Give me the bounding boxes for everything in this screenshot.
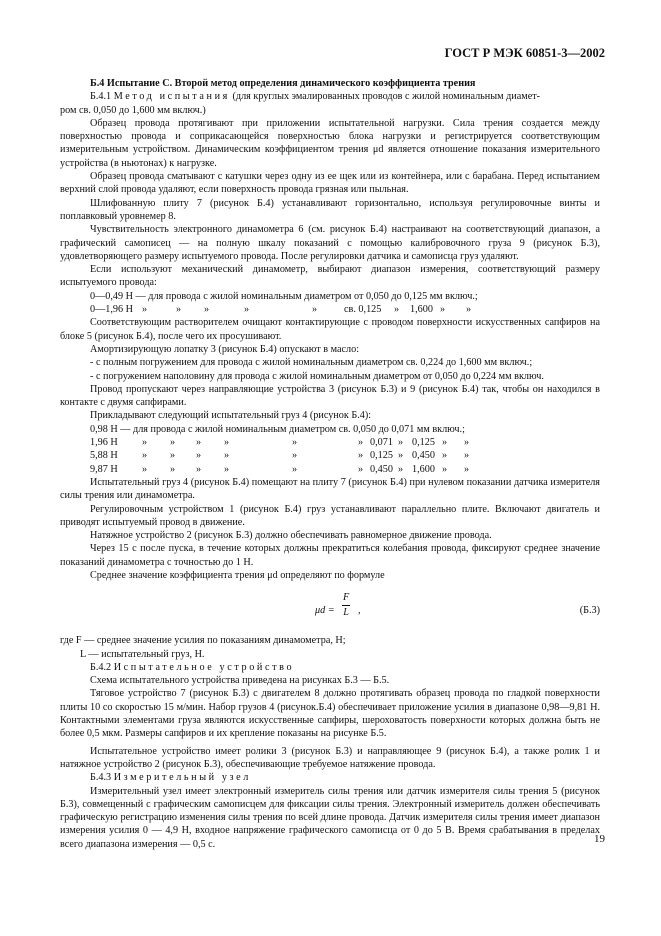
ditto-mark: » [464,450,470,462]
ditto-mark: » [176,304,182,316]
ditto-mark: » [358,437,364,449]
paragraph: Амортизирующую лопатку 3 (рисунок Б.4) опускают в масло: [90,343,360,355]
load-to: 0,450 [412,450,435,462]
page-number: 19 [594,833,605,845]
ditto-mark: » [312,304,318,316]
formula-denominator: L [343,606,349,618]
paragraph: Испытательное устройство имеет ролики 3 (рисунок Б.3) и направляющее 9 (рисунок Б.4), а также ролик 1 и натяжное устройство 2 (рисунок Б.3), обеспечивающие требуемое натяжение провода. [60,745,600,770]
formula [60,588,600,632]
ditto-mark: » [224,463,230,475]
section-title: Б.4 Испытание С. Второй метод определения динамического коэффициента трения [90,78,476,89]
ditto-mark: » [204,304,210,316]
list-item: - с погружением наполовину для провода с жилой номинальным диаметром от 0,050 до 0,224 мм включ. [90,370,544,382]
paragraph: Регулировочным устройством 1 (рисунок Б.4) груз устанавливают параллельно плите. Включают двигатель и приводят испытуемый провод в движение. [60,503,600,528]
section-rest: (для круглых эмалированных проводов с жилой номинальным диамет- [229,91,541,103]
formula-comma: , [358,605,361,617]
ditto-mark: » [442,437,448,449]
ditto-mark: » [466,304,472,316]
load-to: 1,600 [412,463,435,475]
page-header: ГОСТ Р МЭК 60851-3—2002 [444,46,605,60]
section-heading: Испытательное устройство [113,661,295,673]
subsection-b42 [60,661,600,674]
ditto-mark: » [244,304,250,316]
paragraph: Измерительный узел имеет электронный измеритель силы трения или датчик измерителя силы трения 5 (рисунок Б.3), совмещенный с графическим самописцем для фиксации силы трения. Электронный измеритель должен обеспечивать графическую регистрацию изменения силы трения по всей длине провода. Датчик измерителя силы трения имеет диапазон измерения усилия 0 — 4,9 Н, входное напряжение графического самописца от 0 до 5 В. Время срабатывания в пределах всего диапазона измерения — 0,5 с. [60,785,600,850]
ditto-mark: » [442,450,448,462]
load-line-ditto [60,449,600,462]
formula-numerator: F [342,591,350,605]
ditto-mark: » [464,463,470,475]
range-line: 0—0,49 Н — для провода с жилой номинальным диаметром от 0,050 до 0,125 мм включ.; [90,290,478,302]
ditto-mark: » [170,437,176,449]
load-value: 5,88 Н [90,450,118,462]
load-line: 0,98 Н — для провода с жилой номинальным диаметром св. 0,050 до 0,071 мм включ.; [90,423,465,435]
paragraph: Тяговое устройство 7 (рисунок Б.3) с двигателем 8 должно протягивать образец провода по гладкой поверхности плиты 10 со скоростью 15 м/мин. Набор грузов 4 (рисунок.Б.4) обеспечивает приложение усилия в диапазоне 0,98—9,81 Н. Контактными элементами груза являются искусственные сапфиры, шероховатость поверхности которых должна быть не более 0,5 мкм. Размеры сапфиров и их крепление показаны на рисунке Б.5. [60,688,600,740]
paragraph: Шлифованную плиту 7 (рисунок Б.4) устанавливают горизонтально, используя регулировочные винты и поплавковый уровнемер 8. [60,197,600,222]
load-from: 0,450 [370,463,393,475]
ditto-mark: » [292,463,298,475]
list-item: - с полным погружением для провода с жилой номинальным диаметром св. 0,224 до 1,600 мм включ.; [90,357,533,369]
load-value: 1,96 Н [90,437,118,449]
formula-fraction [342,591,350,619]
ditto-mark: » [196,450,202,462]
paragraph: Провод пропускают через направляющие устройства 3 (рисунок Б.3) и 9 (рисунок Б.4) так, чтобы он находился в контакте с двумя сапфирами. [60,383,600,409]
subsection-b41 [60,90,600,103]
ditto-mark: » [358,463,364,475]
ditto-mark: » [196,463,202,475]
paragraph: Испытательный груз 4 (рисунок Б.4) помещают на плиту 7 (рисунок Б.4) при нулевом показании датчика измерителя силы трения или динамометра. [60,476,600,502]
section-number: Б.4.2 [90,661,112,673]
paragraph: Образец провода сматывают с катушки через одну из ее щек или из контейнера, или с барабана. Перед испытанием верхний слой провода удаляют, если поверхность провода грязная или пыльная. [60,171,600,196]
paragraph: Если используют механический динамометр, выбирают диапазон измерения, соответствующий размеру испытуемого провода: [60,264,600,289]
ditto-mark: » [170,450,176,462]
paragraph: Соответствующим растворителем очищают контактирующие с проводом поверхности искусственных сапфиров на блоке 5 (рисунок Б.4), после чего их просушивают. [60,317,600,342]
ditto-mark: » [224,450,230,462]
paragraph: Прикладывают следующий испытательный груз 4 (рисунок Б.4): [90,410,372,422]
where-line: L — испытательный груз, Н. [80,648,205,660]
paragraph: ром св. 0,050 до 1,600 мм включ.) [60,104,206,116]
where-line: где F — среднее значение усилия по показаниям динамометра, Н; [60,635,346,647]
load-from: 0,071 [370,437,393,449]
paragraph: Через 15 с после пуска, в течение которых должны прекратиться колебания провода, фиксируют среднее значение показаний динамометра с точностью до 1 Н. [60,543,600,568]
ditto-mark: » [142,437,148,449]
paragraph: Образец провода протягивают при приложении испытательной нагрузки. Сила трения создается между поверхностью провода и соприкасающейся поверхностью блока нагрузки и регистрируется соответствующим измерительным устройством. Динамическим коэффициентом трения μd является отношение показания измерительного устройства (в ньютонах) к нагрузке. [60,117,600,169]
section-number: Б.4.1 [90,91,112,103]
range-to: 1,600 [410,304,433,316]
ditto-mark: » [440,304,446,316]
ditto-mark: » [398,450,404,462]
load-from: 0,125 [370,450,393,462]
paragraph: Схема испытательного устройства приведена на рисунках Б.3 — Б.5. [90,675,390,687]
ditto-mark: » [170,463,176,475]
ditto-mark: » [464,437,470,449]
formula-number: (Б.3) [579,605,600,617]
ditto-mark: » [142,450,148,462]
subsection-b43 [60,771,600,784]
ditto-mark: » [142,463,148,475]
load-line-ditto [60,436,600,449]
load-to: 0,125 [412,437,435,449]
ditto-mark: » [398,437,404,449]
section-number: Б.4.3 [90,772,112,784]
ditto-mark: » [358,450,364,462]
ditto-mark: » [142,304,148,316]
range-line-ditto [60,303,600,316]
load-value: 9,87 Н [90,463,118,475]
ditto-mark: » [196,437,202,449]
paragraph: Натяжное устройство 2 (рисунок Б.3) должно обеспечивать равномерное движение провода. [90,530,492,542]
ditto-mark: » [224,437,230,449]
ditto-mark: » [394,304,400,316]
load-line-ditto [60,463,600,476]
ditto-mark: » [442,463,448,475]
range-from: св. 0,125 [344,304,382,316]
section-heading: Метод испытания [113,91,230,103]
formula-lhs: μd = [315,605,335,617]
ditto-mark: » [292,437,298,449]
paragraph: Среднее значение коэффициента трения μd определяют по формуле [90,569,385,581]
ditto-mark: » [292,450,298,462]
paragraph: Чувствительность электронного динамометра 6 (см. рисунок Б.4) настраивают на соответствующий диапазон, а графический самописец — на полную шкалу показаний с помощью калибровочного груза 9 (рисунок Б.3), удовлетворяющего размеру испытуемого провода. После регулировки датчика и самописца груз удаляют. [60,224,600,262]
document-body [60,77,600,851]
ditto-mark: » [398,463,404,475]
section-heading: Измерительный узел [113,772,251,784]
range-value: 0—1,96 Н [90,304,134,316]
